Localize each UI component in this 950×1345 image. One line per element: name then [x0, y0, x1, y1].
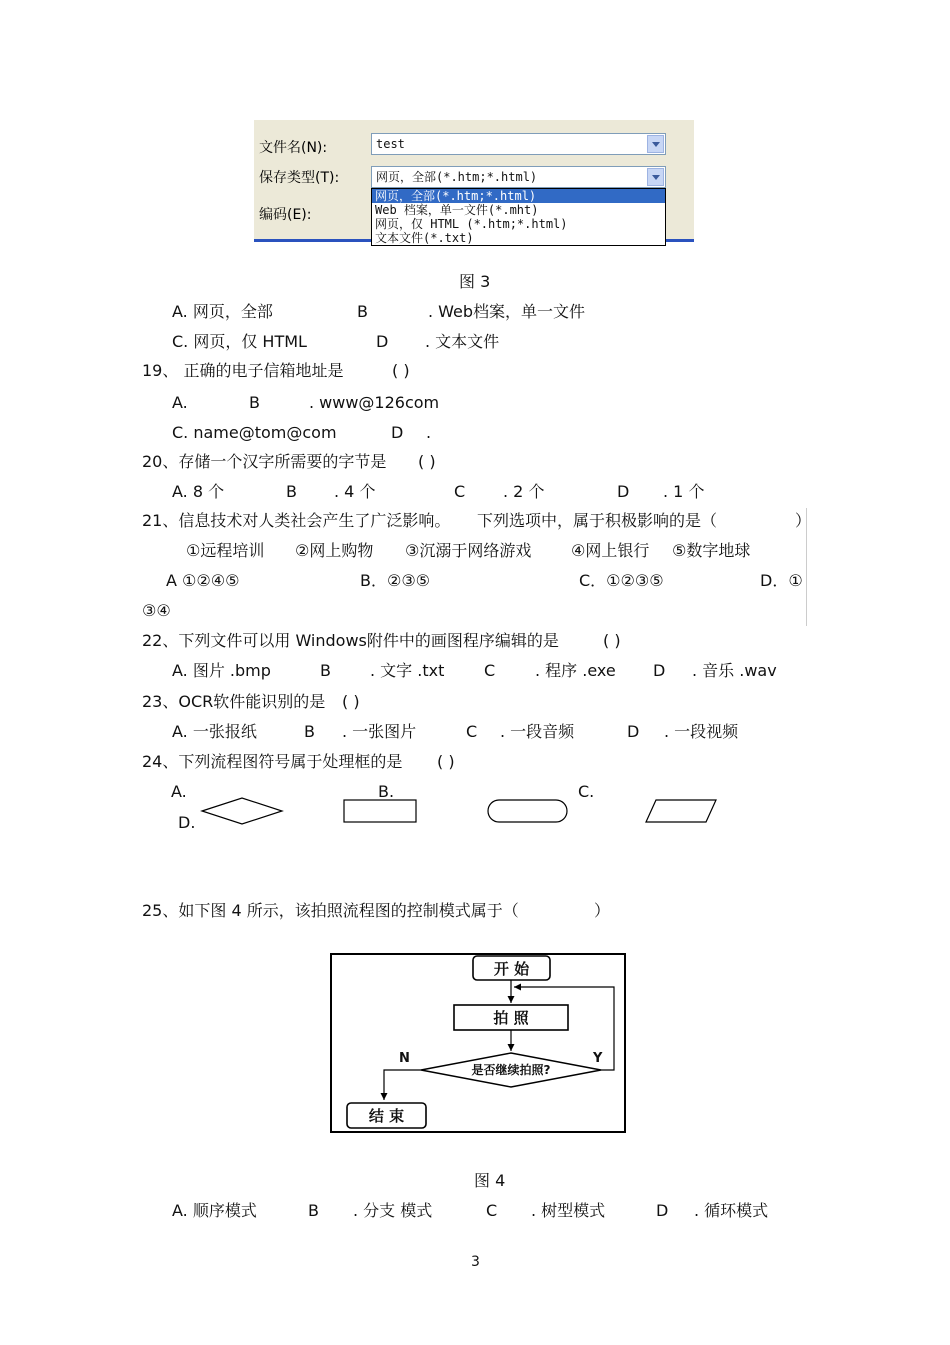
q20-stem: 20、存储一个汉字所需要的字节是	[142, 452, 387, 471]
q25-stem: 25、如下图 4 所示，该拍照流程图的控制模式属于（	[142, 901, 519, 920]
q23-option-d-text: . 一段视频	[664, 722, 739, 741]
q19-option-d-text: .	[426, 423, 432, 442]
q20-option-a: A. 8 个	[172, 482, 225, 501]
figure-4-caption: 图 4	[474, 1171, 506, 1190]
io-parallelogram-shape	[646, 800, 716, 822]
q22-stem: 22、下列文件可以用 Windows附件中的画图程序编辑的是	[142, 631, 559, 650]
encoding-label: 编码(E):	[259, 207, 312, 223]
q23-stem: 23、OCR软件能识别的是	[142, 692, 326, 711]
q21-paren-close: ）	[795, 511, 812, 530]
q19-option-b-text: . www@126com	[309, 393, 440, 412]
q21-item: ⑤数字地球	[672, 541, 751, 560]
q24-stem: 24、下列流程图符号属于处理框的是	[142, 752, 403, 771]
q20-option-c-text: . 2 个	[503, 482, 545, 501]
q20-paren: ( )	[418, 452, 436, 471]
q21-stem-2: 下列选项中，属于积极影响的是（	[477, 511, 718, 530]
savetype-option[interactable]: Web 档案，单一文件(*.mht)	[375, 203, 539, 217]
q25-option-b: B	[308, 1201, 319, 1220]
q21-option-d-continued: ③④	[142, 601, 171, 620]
page-number: 3	[471, 1254, 480, 1270]
savetype-option[interactable]: 网页，仅 HTML (*.htm;*.html)	[375, 217, 568, 231]
q22-option-a: A. 图片 .bmp	[172, 661, 271, 680]
q19-option-b: B	[249, 393, 260, 412]
q22-option-d: D	[653, 661, 666, 680]
flow-photo-label: 拍 照	[493, 1009, 529, 1027]
savetype-option[interactable]: 文本文件(*.txt)	[375, 231, 474, 245]
q23-option-c: C	[466, 722, 478, 741]
q25-option-d: D	[656, 1201, 669, 1220]
q21-item: ①远程培训	[186, 541, 265, 560]
flow-end-label: 结 束	[368, 1107, 405, 1125]
decision-diamond-shape	[202, 798, 282, 824]
q18-option-d: D	[376, 332, 389, 351]
q22-option-d-text: . 音乐 .wav	[692, 661, 777, 680]
q20-option-d: D	[617, 482, 630, 501]
q25-option-c-text: . 树型模式	[531, 1201, 606, 1220]
filename-input[interactable]: test	[371, 133, 666, 155]
q23-option-c-text: . 一段音频	[500, 722, 575, 741]
flow-start-label: 开 始	[493, 960, 530, 978]
q21-stem: 21、信息技术对人类社会产生了广泛影响。	[142, 511, 451, 530]
q21-option-a: A ①②④⑤	[166, 571, 240, 590]
q24-paren: ( )	[437, 752, 455, 771]
q22-paren: ( )	[603, 631, 621, 650]
q21-option-d: D．①	[760, 571, 803, 590]
q21-option-b: B．②③⑤	[360, 571, 431, 590]
q25-option-d-text: . 循环模式	[694, 1201, 769, 1220]
q25-option-b-text: . 分支 模式	[353, 1201, 433, 1220]
q18-option-a: A. 网页，全部	[172, 302, 273, 321]
q22-option-b-text: . 文字 .txt	[370, 661, 445, 680]
q20-option-b: B	[286, 482, 297, 501]
terminal-rounded-shape	[488, 800, 567, 822]
q21-item: ③沉溺于网络游戏	[405, 541, 532, 560]
q18-option-b-text: . Web档案，单一文件	[428, 302, 586, 321]
q19-option-a: A.	[172, 393, 188, 412]
savetype-option[interactable]: 网页，全部(*.htm;*.html)	[372, 189, 665, 203]
savetype-select[interactable]: 网页，全部(*.htm;*.html)	[371, 166, 666, 188]
q18-option-d-text: . 文本文件	[425, 332, 500, 351]
q22-option-c-text: . 程序 .exe	[535, 661, 616, 680]
q18-option-b: B	[357, 302, 368, 321]
flow-y-label: Y	[593, 1051, 603, 1066]
q20-option-c: C	[454, 482, 466, 501]
q23-option-a: A. 一张报纸	[172, 722, 257, 741]
q24-option-b: B.	[378, 782, 395, 801]
q23-option-b-text: . 一张图片	[342, 722, 417, 741]
q19-paren: ( )	[392, 361, 410, 380]
q19-option-c: C. name@tom@com	[172, 423, 337, 442]
q23-option-b: B	[304, 722, 315, 741]
flow-decision-label: 是否继续拍照?	[471, 1063, 551, 1077]
q25-option-a: A. 顺序模式	[172, 1201, 257, 1220]
q21-item: ②网上购物	[295, 541, 374, 560]
savetype-label: 保存类型(T):	[259, 170, 340, 186]
q20-option-d-text: . 1 个	[663, 482, 705, 501]
q25-paren-close: ）	[594, 901, 611, 920]
q24-option-d: D.	[178, 813, 196, 832]
q24-option-a: A.	[171, 782, 187, 801]
q18-option-c: C. 网页，仅 HTML	[172, 332, 307, 351]
q22-option-c: C	[484, 661, 496, 680]
q20-option-b-text: . 4 个	[334, 482, 376, 501]
q21-option-c: C．①②③⑤	[579, 571, 664, 590]
q25-option-c: C	[486, 1201, 498, 1220]
q23-option-d: D	[627, 722, 640, 741]
flow-n-label: N	[399, 1051, 410, 1066]
q21-item: ④网上银行	[571, 541, 650, 560]
process-rectangle-shape	[344, 800, 416, 822]
q22-option-b: B	[320, 661, 331, 680]
filename-label: 文件名(N):	[259, 140, 328, 156]
q24-option-c: C.	[578, 782, 595, 801]
figure-3-caption: 图 3	[459, 272, 491, 291]
q19-option-d: D	[391, 423, 404, 442]
q19-stem: 19、 正确的电子信箱地址是	[142, 361, 344, 380]
q23-paren: ( )	[342, 692, 360, 711]
